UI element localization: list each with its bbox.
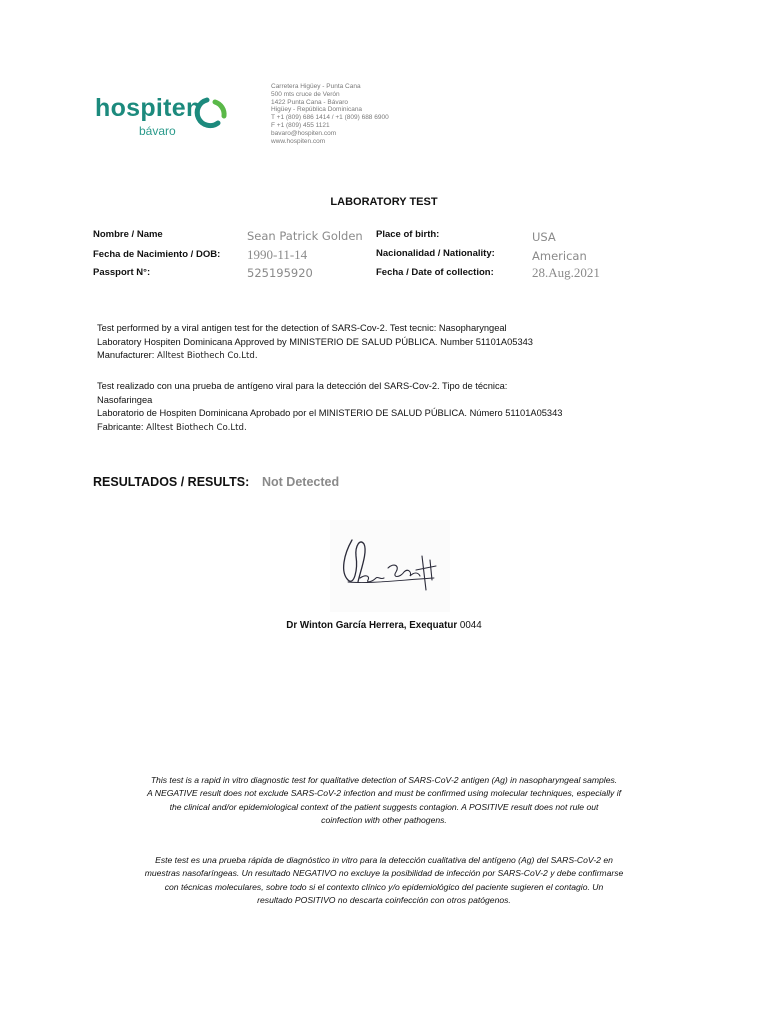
address-line: Carretera Higüey - Punta Cana (271, 83, 361, 90)
disclaimer-line: A NEGATIVE result does not exclude SARS-CoV-2 infection and must be confirmed using molecular techniques, especially if (147, 788, 621, 799)
nationality-value: American (532, 249, 587, 263)
disclaimer-line: Este test es una prueba rápida de diagnóstico in vitro para la detección cualitativa del antígeno (Ag) del SARS-CoV-2 en (155, 855, 613, 865)
description-line: Test performed by a viral antigen test for the detection of SARS-Cov-2. Test tecnic: Nasopharyngeal (97, 323, 507, 333)
disclaimer-en (90, 774, 678, 827)
test-description-es (97, 380, 657, 435)
description-line: Laboratorio de Hospiten Dominicana Aprobado por el MINISTERIO DE SALUD PÚBLICA. Número 51101A05343 (97, 408, 563, 418)
description-line: Test realizado con una prueba de antígeno viral para la detección del SARS-Cov-2. Tipo de técnica: (97, 381, 508, 391)
description-line: Laboratory Hospiten Dominicana Approved by MINISTERIO DE SALUD PÚBLICA. Number 51101A05343 (97, 336, 533, 347)
disclaimer-line: muestras nasofaríngeas. Un resultado NEGATIVO no excluye la posibilidad de infección por SARS-CoV-2 y debe confirmarse (144, 868, 624, 879)
nationality-label: Nacionalidad / Nationality: (376, 248, 495, 259)
disclaimer-line: This test is a rapid in vitro diagnostic test for qualitative detection of SARS-CoV-2 antigen (Ag) in nasopharyngeal samples. (150, 775, 618, 785)
address-line: T +1 (809) 686 1414 / +1 (809) 688 6900 (271, 114, 389, 122)
dob-value: 1990-11-14 (247, 247, 308, 262)
document-title: LABORATORY TEST (330, 196, 438, 208)
address-line: F +1 (809) 455 1121 (271, 121, 330, 129)
passport-label: Passport N°: (93, 267, 151, 278)
patient-name-value: Sean Patrick Golden (247, 229, 363, 243)
description-line: Nasofaringea (97, 394, 153, 405)
dob-label: Fecha de Nacimiento / DOB: (93, 249, 221, 260)
disclaimer-line: resultado POSITIVO no descarta coinfección con otros patógenos. (257, 894, 511, 905)
hospital-logo-subtitle: bávaro (139, 124, 176, 138)
address-line: 500 mts cruce de Verón (271, 90, 340, 98)
address-line: 1422 Punta Cana - Bávaro (271, 98, 348, 106)
manufacturer-line: Manufacturer: Alltest Biothech Co.Ltd. (97, 350, 258, 361)
disclaimer-line: coinfection with other pathogens. (321, 814, 447, 825)
address-line: Higüey - República Dominicana (271, 106, 363, 114)
signature-image (330, 520, 450, 612)
hospital-logo-name: hospiten (95, 94, 202, 122)
test-description-en (97, 322, 657, 364)
birthplace-value: USA (532, 230, 556, 244)
name-label: Nombre / Name (93, 229, 163, 240)
address-line: www.hospiten.com (271, 137, 326, 145)
manufacturer-line: Fabricante: Alltest Biothech Co.Ltd. (97, 421, 247, 433)
collection-date-value: 28.Aug.2021 (532, 265, 600, 280)
hospiten-logo-icon (192, 94, 230, 132)
address-line: bavaro@hospiten.com (271, 129, 337, 137)
results-label: RESULTADOS / RESULTS: (93, 475, 250, 489)
collection-date-label: Fecha / Date of collection: (376, 267, 494, 278)
disclaimer-es (90, 854, 678, 907)
birthplace-label: Place of birth: (376, 229, 440, 240)
results-value: Not Detected (262, 475, 340, 489)
passport-value: 525195920 (247, 266, 313, 280)
doctor-signature-line: Dr Winton García Herrera, Exequatur 0044 (286, 620, 482, 631)
disclaimer-line: the clinical and/or epidemiological context of the patient suggests contagion. A POSITIVE result does not rule out (169, 801, 599, 812)
disclaimer-line: con técnicas moleculares, sobre todo si el contexto clínico y/o epidemiológico del paciente sugieren el contagio. Un (164, 881, 604, 892)
hospital-address (271, 83, 431, 145)
